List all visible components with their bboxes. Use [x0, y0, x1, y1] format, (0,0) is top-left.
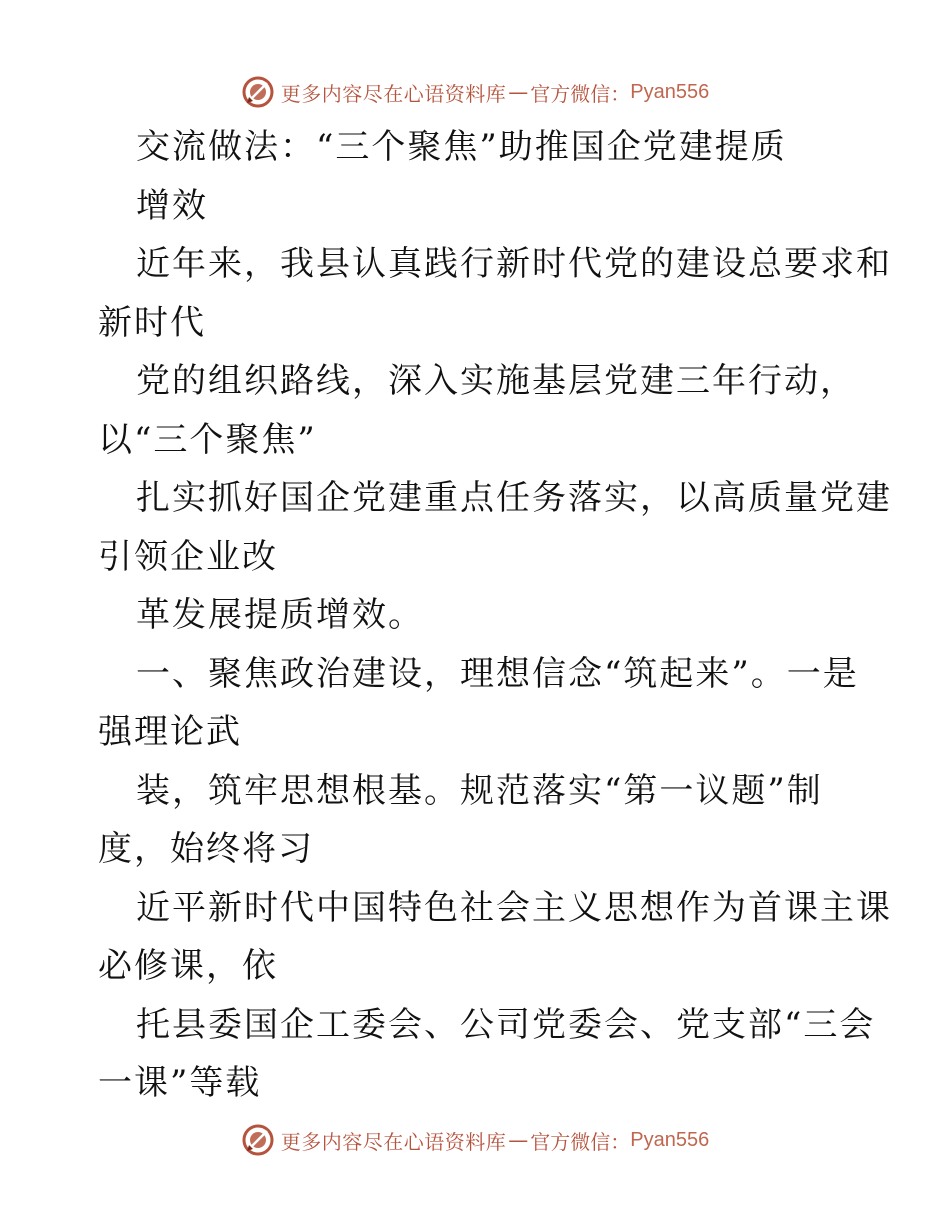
doc-line: 近年来，我县认真践行新时代党的建设总要求和 — [136, 244, 892, 284]
watermark-text: 更多内容尽在心语资料库 — [280, 81, 507, 106]
watermark-wechat-id: Pyan556 — [630, 80, 710, 103]
doc-line: 度，始终将习 — [98, 829, 314, 869]
doc-line: 托县委国企工委会、公司党委会、党支部“三会 — [136, 1004, 876, 1045]
doc-line: 一课”等载 — [98, 1063, 262, 1103]
doc-line: 增效 — [136, 185, 208, 226]
doc-line: 扎实抓好国企党建重点任务落实，以高质量党建 — [136, 478, 892, 518]
doc-line: 交流做法：“三个聚焦”助推国企党建提质 — [136, 127, 787, 167]
doc-line: 必修课，依 — [98, 946, 278, 986]
doc-line: 装，筑牢思想根基。规范落实“第一议题”制 — [136, 770, 823, 811]
watermark-wechat-label: 官方微信： — [530, 1129, 631, 1154]
document-body — [98, 118, 892, 1113]
doc-line: 近平新时代中国特色社会主义思想作为首课主课 — [136, 887, 892, 928]
doc-line: 强理论武 — [98, 712, 242, 752]
watermark-wechat-id: Pyan556 — [630, 1128, 710, 1151]
doc-line: 一、聚焦政治建设，理想信念“筑起来”。一是 — [136, 653, 859, 694]
pen-seal-icon — [241, 1123, 275, 1157]
watermark-separator: — — [508, 80, 529, 104]
watermark-separator: — — [508, 1128, 529, 1152]
doc-line: 革发展提质增效。 — [136, 595, 424, 635]
watermark-wechat-label: 官方微信： — [530, 81, 631, 106]
doc-line: 引领企业改 — [98, 536, 278, 577]
watermark-text: 更多内容尽在心语资料库 — [280, 1129, 507, 1154]
doc-line: 以“三个聚焦” — [98, 419, 317, 460]
pen-seal-icon — [241, 75, 275, 109]
header-watermark — [0, 70, 950, 114]
footer-watermark — [0, 1118, 950, 1162]
doc-line: 新时代 — [98, 302, 206, 343]
doc-line: 党的组织路线，深入实施基层党建三年行动， — [136, 361, 856, 401]
